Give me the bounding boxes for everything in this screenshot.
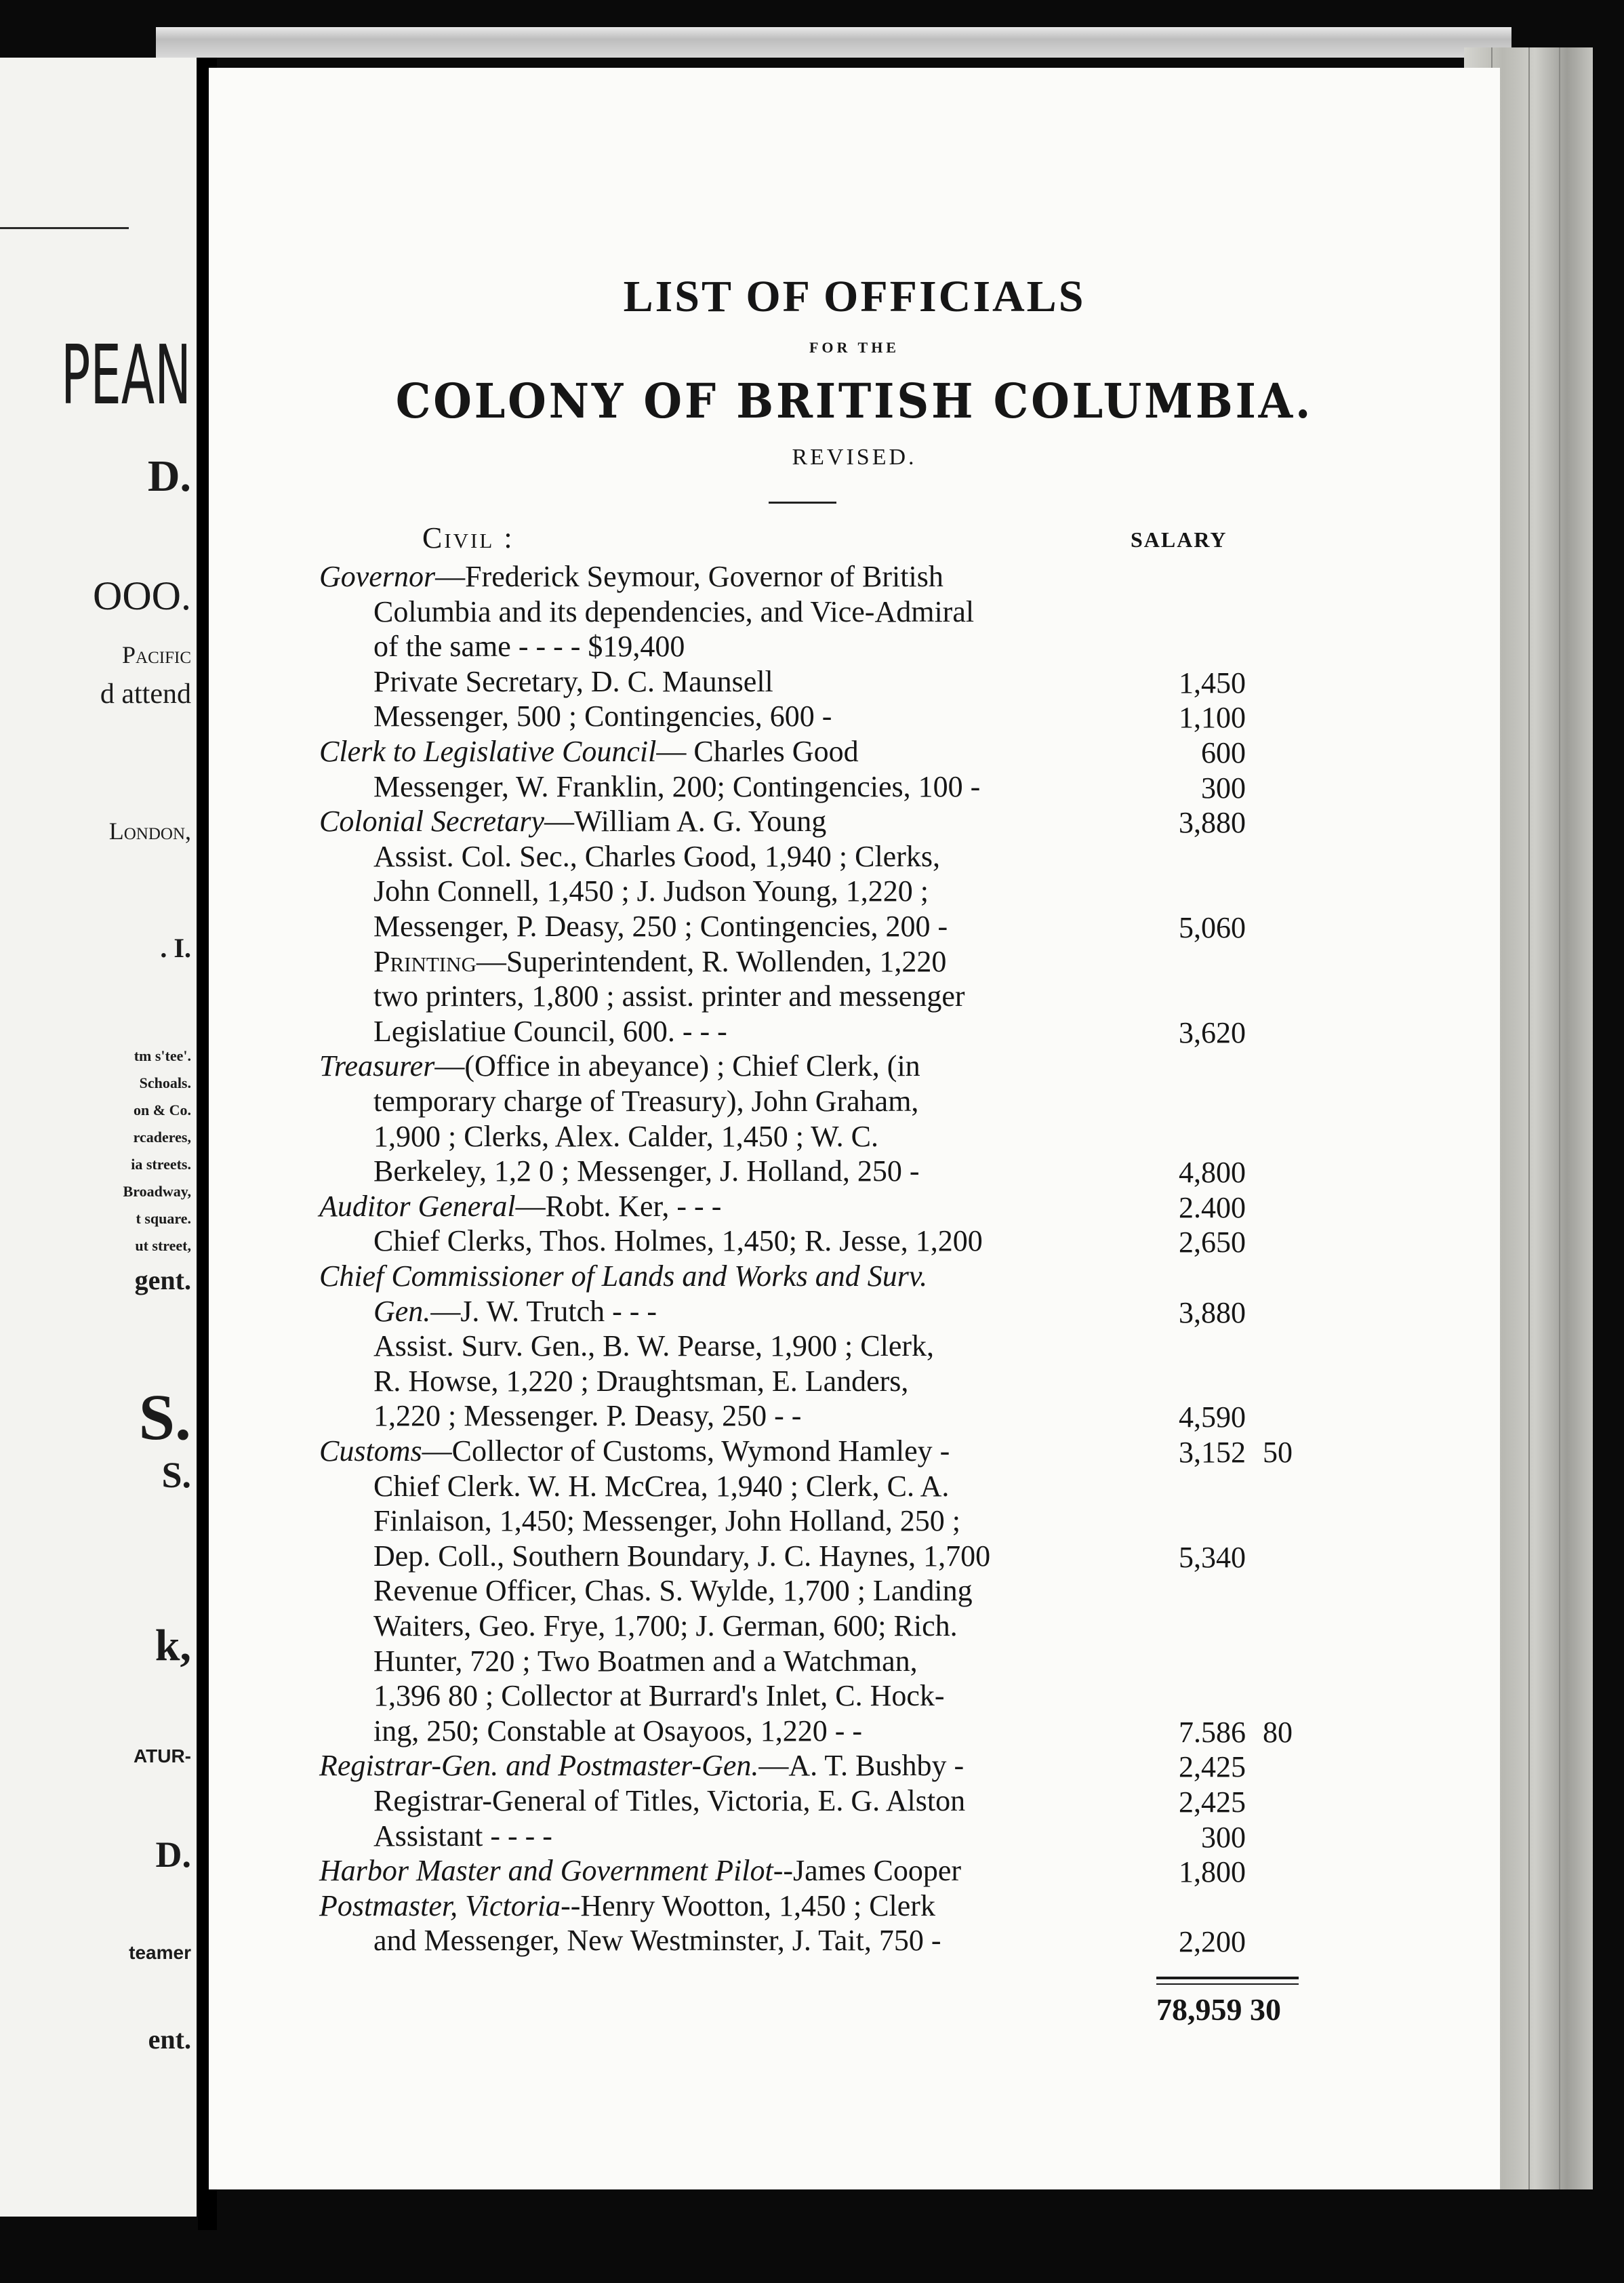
- entry-text: —William A. G. Young: [544, 805, 827, 839]
- official-entry-line: [373, 1224, 983, 1259]
- entry-text: Columbia and its dependencies, and Vice-Admiral: [373, 594, 975, 628]
- salary-amount: 4,590: [1179, 1400, 1246, 1434]
- entry-text: Messenger, 500 ; Contingencies, 600 -: [373, 700, 832, 733]
- official-entry-line: [319, 1434, 950, 1469]
- official-entry-line: [373, 874, 929, 909]
- subtitle-for-the: FOR THE: [809, 339, 899, 356]
- salary-amount: 1,100: [1179, 701, 1246, 735]
- official-entry-line: [373, 1644, 918, 1679]
- official-entry-line: [373, 909, 948, 944]
- entry-text: John Connell, 1,450 ; J. Judson Young, 1,220 ;: [373, 874, 929, 908]
- official-entry-line: [373, 1573, 973, 1609]
- facing-page-text: Schoals.: [139, 1074, 191, 1091]
- official-entry-line: [373, 664, 773, 700]
- facing-page-text: Pacific: [122, 641, 191, 668]
- revised-label: REVISED.: [792, 445, 917, 470]
- entry-text: R. Howse, 1,220 ; Draughtsman, E. Landers,: [373, 1364, 909, 1398]
- official-entry-line: [373, 1398, 801, 1434]
- total-rule: [1156, 1977, 1299, 1979]
- official-entry-line: [373, 1329, 934, 1364]
- entry-text: —Superintendent, R. Wollenden, 1,220: [476, 944, 947, 978]
- salary-amount: 5,060: [1179, 911, 1246, 944]
- official-entry-line: [373, 1678, 945, 1714]
- official-entry-line: [373, 1539, 990, 1574]
- entry-text: Printing: [373, 944, 476, 978]
- entry-text: temporary charge of Treasury), John Graham,: [373, 1085, 919, 1118]
- facing-page-text: Broadway,: [123, 1183, 191, 1200]
- official-entry-line: [373, 1783, 965, 1819]
- salary-amount: 3,880: [1179, 1295, 1246, 1329]
- entry-text: —Collector of Customs, Wymond Hamley -: [422, 1434, 950, 1468]
- salary-cents: 80: [1263, 1715, 1293, 1749]
- salary-amount: 2,425: [1179, 1750, 1246, 1784]
- salary-amount: 2.400: [1179, 1190, 1246, 1224]
- salary-amount: 2,650: [1179, 1226, 1246, 1259]
- entry-text: —J. W. Trutch - - -: [430, 1294, 657, 1328]
- facing-page-fragment: [0, 58, 197, 2217]
- salary-amount: 4,800: [1179, 1156, 1246, 1190]
- official-entry-line: [373, 1119, 878, 1154]
- entry-text: — Charles Good: [656, 735, 859, 768]
- salary-amount: 1,450: [1179, 666, 1246, 700]
- entry-text: Dep. Coll., Southern Boundary, J. C. Haynes, 1,700: [373, 1539, 991, 1573]
- salary-amount: 7.586: [1179, 1715, 1246, 1749]
- entry-text: Private Secretary, D. C. Maunsell: [373, 664, 773, 698]
- office-title: Chief Commissioner of Lands and Works and Surv.: [319, 1259, 928, 1293]
- facing-page-text: k,: [155, 1621, 191, 1670]
- entry-text: —Frederick Seymour, Governor of British: [435, 560, 943, 593]
- facing-page-text: ia streets.: [131, 1156, 191, 1173]
- facing-page-text: d attend: [100, 679, 191, 710]
- facing-page-rule: [0, 227, 129, 229]
- facing-page-text: gent.: [134, 1265, 191, 1295]
- official-entry-line: [319, 1049, 920, 1084]
- salary-amount: 3,620: [1179, 1015, 1246, 1049]
- office-title: Clerk to Legislative Council: [319, 735, 657, 768]
- entry-text: Assist. Surv. Gen., B. W. Pearse, 1,900 ; Clerk,: [373, 1329, 935, 1363]
- entry-text: Assistant - - - -: [373, 1819, 552, 1853]
- office-title: Postmaster, Victoria: [319, 1888, 561, 1922]
- office-title: Customs: [319, 1434, 422, 1468]
- official-entry-line: [319, 1853, 961, 1888]
- facing-page-text: tm s'tee'.: [134, 1047, 191, 1064]
- salary-total: 78,959 30: [1156, 1992, 1281, 2027]
- salary-amount: 2,425: [1179, 1785, 1246, 1819]
- official-entry-line: [373, 699, 832, 734]
- column-civil-heading: Civil :: [422, 521, 514, 554]
- official-entry-line: [319, 1189, 721, 1224]
- facing-page-text: D.: [147, 451, 191, 501]
- office-title: Colonial Secretary: [319, 805, 544, 839]
- salary-amount: 1,800: [1179, 1855, 1246, 1889]
- official-entry-line: [319, 734, 859, 769]
- facing-page-text: t square.: [136, 1210, 191, 1227]
- entry-text: —A. T. Bushby -: [758, 1749, 965, 1783]
- facing-page-text: rcaderes,: [133, 1129, 191, 1146]
- colony-heading: COLONY OF BRITISH COLUMBIA.: [395, 373, 1314, 429]
- entry-text: Finlaison, 1,450; Messenger, John Holland, 250 ;: [373, 1504, 960, 1538]
- entry-text: Assist. Col. Sec., Charles Good, 1,940 ; Clerks,: [373, 839, 940, 873]
- office-title: Treasurer: [319, 1049, 435, 1083]
- salary-amount: 300: [1201, 1820, 1246, 1854]
- facing-page-text: . I.: [160, 933, 191, 963]
- entry-text: --Henry Wootton, 1,450 ; Clerk: [561, 1888, 935, 1922]
- facing-page-text: on & Co.: [134, 1102, 191, 1118]
- facing-page-text: PEAN: [60, 329, 191, 423]
- entry-text: two printers, 1,800 ; assist. printer and messenger: [373, 979, 965, 1013]
- office-title: Registrar-Gen. and Postmaster-Gen.: [319, 1749, 759, 1783]
- official-entry-line: [373, 1154, 920, 1189]
- entry-text: --James Cooper: [773, 1854, 962, 1888]
- official-entry-line: [373, 979, 965, 1014]
- salary-amount: 3,152: [1179, 1436, 1246, 1469]
- entry-text: 1,220 ; Messenger. P. Deasy, 250 - -: [373, 1399, 802, 1433]
- official-entry-line: [373, 1503, 960, 1539]
- official-entry-line: [319, 559, 943, 594]
- entry-text: Revenue Officer, Chas. S. Wylde, 1,700 ; Landing: [373, 1574, 973, 1608]
- entry-text: Legislatiue Council, 600. - - -: [373, 1014, 727, 1048]
- facing-page-text: D.: [155, 1834, 191, 1875]
- official-entry-line: [373, 1364, 908, 1399]
- salary-amount: 3,880: [1179, 806, 1246, 840]
- facing-page-text: teamer: [129, 1942, 191, 1963]
- office-title: Harbor Master and Government Pilot: [319, 1854, 773, 1888]
- facing-page-text: ut street,: [135, 1237, 191, 1254]
- salary-amount: 300: [1201, 771, 1246, 805]
- office-title: Auditor General: [319, 1189, 516, 1223]
- page-top-edge: [156, 27, 1511, 58]
- official-entry-line: [319, 1259, 927, 1294]
- official-entry-line: [319, 1888, 935, 1924]
- official-entry-line: [373, 594, 974, 630]
- entry-text: Berkeley, 1,2 0 ; Messenger, J. Holland, 250 -: [373, 1154, 920, 1188]
- facing-page-text: London,: [108, 817, 191, 845]
- entry-text: 1,900 ; Clerks, Alex. Calder, 1,450 ; W. C.: [373, 1119, 878, 1153]
- entry-text: Messenger, P. Deasy, 250 ; Contingencies, 200 -: [373, 910, 948, 943]
- official-entry-line: [373, 1819, 552, 1854]
- entry-text: ing, 250; Constable at Osayoos, 1,220 - -: [373, 1714, 863, 1747]
- facing-page-text: ATUR-: [133, 1745, 191, 1766]
- entry-text: Chief Clerks, Thos. Holmes, 1,450; R. Jesse, 1,200: [373, 1224, 983, 1258]
- official-entry-line: [373, 839, 940, 874]
- facing-page-text: S.: [161, 1455, 191, 1495]
- entry-text: and Messenger, New Westminster, J. Tait, 750 -: [373, 1924, 941, 1958]
- entry-text: of the same - - - - $19,400: [373, 630, 685, 664]
- entry-text: Messenger, W. Franklin, 200; Contingencies, 100 -: [373, 769, 981, 803]
- document-page: [209, 68, 1500, 2189]
- official-entry-line: [373, 1469, 949, 1504]
- facing-page-text: S.: [138, 1381, 191, 1453]
- entry-text: —Robt. Ker, - - -: [515, 1189, 722, 1223]
- entry-text: 1,396 80 ; Collector at Burrard's Inlet, C. Hock-: [373, 1679, 945, 1713]
- official-entry-line: [319, 1748, 964, 1783]
- official-entry-line: [373, 629, 685, 664]
- office-title: Gen.: [373, 1294, 431, 1328]
- official-entry-line: [373, 1714, 862, 1749]
- entry-text: Waiters, Geo. Frye, 1,700; J. German, 600; Rich.: [373, 1609, 958, 1642]
- official-entry-line: [373, 769, 980, 805]
- facing-page-text: ent.: [148, 2024, 191, 2055]
- official-entry-line: [373, 1294, 657, 1329]
- header-divider: [769, 502, 836, 504]
- official-entry-line: [373, 1923, 941, 1958]
- entry-text: Chief Clerk. W. H. McCrea, 1,940 ; Clerk, C. A.: [373, 1469, 950, 1503]
- salary-cents: 50: [1263, 1436, 1293, 1469]
- salary-amount: 5,340: [1179, 1540, 1246, 1574]
- entry-text: Hunter, 720 ; Two Boatmen and a Watchman,: [373, 1644, 918, 1678]
- official-entry-line: [373, 1014, 727, 1049]
- salary-amount: 600: [1201, 736, 1246, 769]
- salary-amount: 2,200: [1179, 1925, 1246, 1959]
- entry-text: Registrar-General of Titles, Victoria, E. G. Alston: [373, 1784, 966, 1817]
- official-entry-line: [373, 944, 946, 979]
- office-title: Governor: [319, 560, 436, 593]
- official-entry-line: [373, 1084, 918, 1119]
- entry-text: —(Office in abeyance) ; Chief Clerk, (in: [434, 1049, 920, 1083]
- total-rule-thin: [1156, 1983, 1299, 1985]
- official-entry-line: [319, 804, 826, 839]
- official-entry-line: [373, 1609, 958, 1644]
- column-salary-heading: SALARY: [1131, 527, 1227, 552]
- facing-page-text: OOO.: [93, 573, 191, 618]
- document-title: LIST OF OFFICIALS: [623, 272, 1086, 321]
